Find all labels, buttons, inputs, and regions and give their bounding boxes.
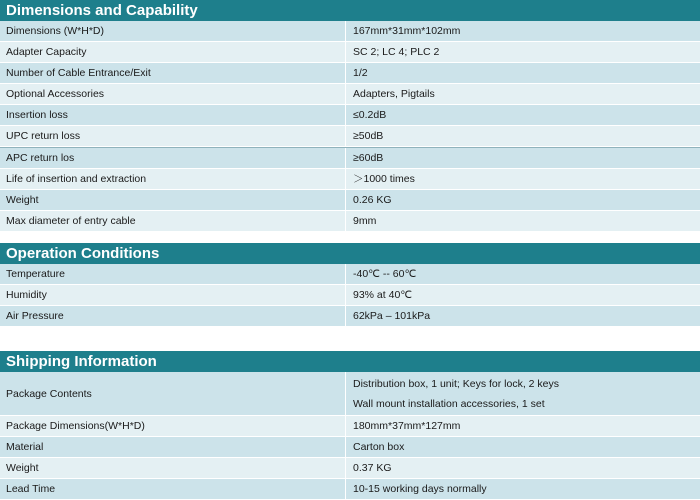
row-value: ≤0.2dB [353, 109, 387, 121]
row-value: Carton box [353, 441, 405, 453]
row-value: SC 2; LC 4; PLC 2 [353, 46, 440, 58]
row-value: 10-15 working days normally [353, 483, 487, 495]
table-row [0, 264, 700, 285]
section-header: Dimensions and Capability [0, 0, 700, 21]
row-value: 9mm [353, 215, 377, 227]
dimensions-section [0, 0, 700, 232]
row-value: 0.26 KG [353, 194, 392, 206]
row-label: Material [0, 437, 346, 457]
table-row [0, 105, 700, 126]
table-row [0, 190, 700, 211]
row-value: 180mm*37mm*127mm [353, 420, 461, 432]
row-label: Package Contents [0, 372, 346, 415]
row-label: Package Dimensions(W*H*D) [0, 416, 346, 436]
row-label: UPC return loss [0, 126, 346, 146]
row-value: ≥50dB [353, 130, 384, 142]
row-label: Weight [0, 190, 346, 210]
row-value: ＞1000 times [353, 173, 415, 185]
table-row [0, 42, 700, 63]
row-value-line-2: Wall mount installation accessories, 1 set [353, 397, 545, 410]
table-row [0, 169, 700, 190]
row-value: Adapters, Pigtails [353, 88, 435, 100]
section-header: Shipping Information [0, 351, 700, 372]
operation-section [0, 243, 700, 327]
row-label: Lead Time [0, 479, 346, 499]
table-row [0, 372, 700, 416]
table-row [0, 148, 700, 169]
table-row [0, 306, 700, 327]
row-label: Weight [0, 458, 346, 478]
row-label: Max diameter of entry cable [0, 211, 346, 231]
row-label: APC return los [0, 148, 346, 168]
table-row [0, 437, 700, 458]
table-row [0, 416, 700, 437]
row-label: Optional Accessories [0, 84, 346, 104]
table-row [0, 211, 700, 232]
table-row [0, 126, 700, 147]
row-value: Distribution box, 1 unit; Keys for lock, 2 keys [353, 377, 560, 390]
shipping-section [0, 351, 700, 500]
row-label: Dimensions (W*H*D) [0, 21, 346, 41]
table-row [0, 285, 700, 306]
section-header: Operation Conditions [0, 243, 700, 264]
row-value: 0.37 KG [353, 462, 392, 474]
row-label: Number of Cable Entrance/Exit [0, 63, 346, 83]
row-value: 1/2 [353, 67, 368, 79]
row-value: 93% at 40℃ [353, 289, 413, 301]
row-label: Adapter Capacity [0, 42, 346, 62]
row-label: Air Pressure [0, 306, 346, 326]
row-label: Humidity [0, 285, 346, 305]
table-row [0, 479, 700, 500]
table-row [0, 458, 700, 479]
row-value: ≥60dB [353, 152, 384, 164]
row-value: 62kPa – 101kPa [353, 310, 431, 322]
row-label: Life of insertion and extraction [0, 169, 346, 189]
row-label: Temperature [0, 264, 346, 284]
table-row [0, 21, 700, 42]
row-label: Insertion loss [0, 105, 346, 125]
row-value: 167mm*31mm*102mm [353, 25, 461, 37]
table-row [0, 84, 700, 105]
row-value: -40℃ -- 60℃ [353, 268, 417, 280]
table-row [0, 63, 700, 84]
